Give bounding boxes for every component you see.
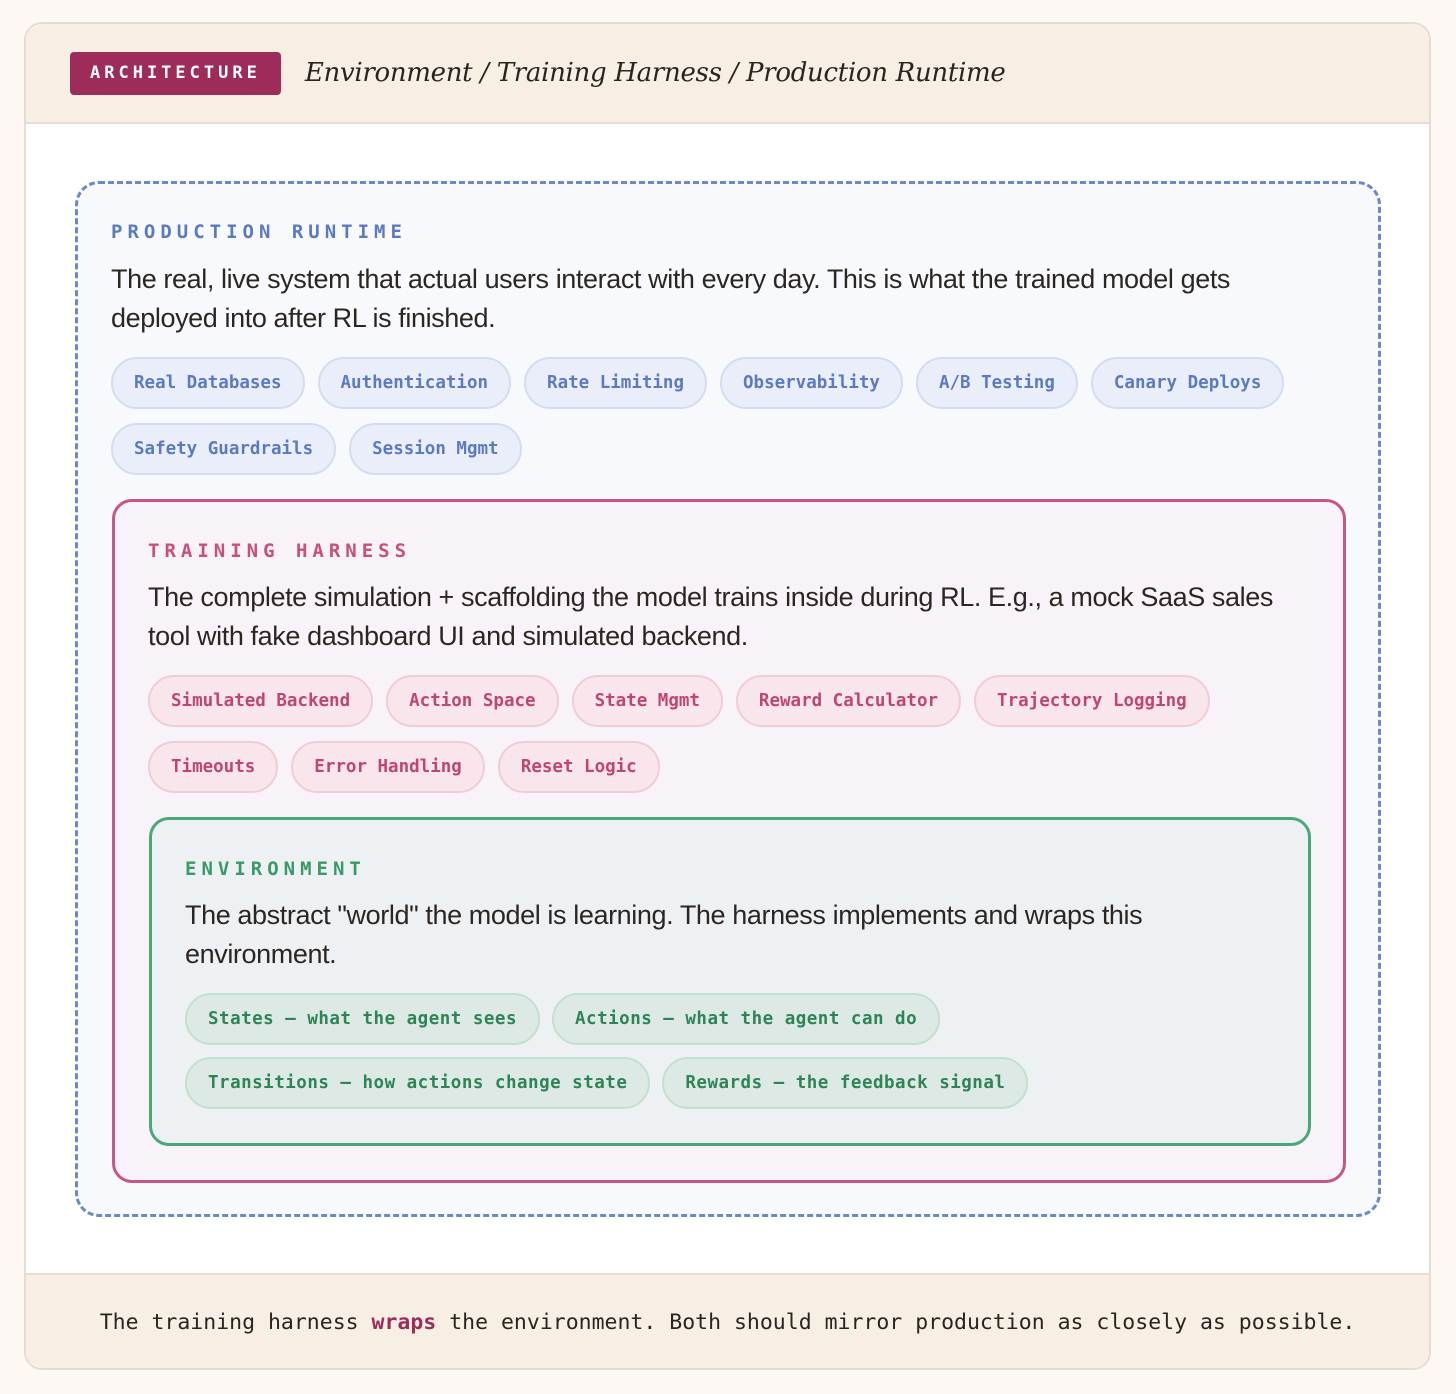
footer-text-before: The training harness [99, 1310, 372, 1335]
tag-rewards: Rewards — the feedback signal [662, 1057, 1028, 1109]
environment-box [149, 817, 1311, 1146]
training-harness-tags [148, 675, 1318, 793]
production-runtime-description: The real, live system that actual users interact with every day. This is what the trained model gets deployed into after RL is finished. [111, 264, 1231, 333]
header-title: Environment / Training Harness / Production Runtime [304, 58, 1006, 88]
tag-canary-deploys: Canary Deploys [1091, 357, 1285, 409]
tag-error-handling: Error Handling [291, 741, 485, 793]
tag-authentication: Authentication [318, 357, 512, 409]
architecture-badge: ARCHITECTURE [70, 52, 281, 95]
production-runtime-box [75, 181, 1381, 1217]
tag-ab-testing: A/B Testing [916, 357, 1078, 409]
environment-label: ENVIRONMENT [185, 858, 366, 880]
tag-safety-guardrails: Safety Guardrails [111, 423, 336, 475]
footer-text-after: the environment. Both should mirror production as closely as possible. [436, 1310, 1356, 1335]
tag-actions: Actions — what the agent can do [552, 993, 940, 1045]
footer-note [26, 1273, 1429, 1370]
tag-trajectory-logging: Trajectory Logging [974, 675, 1210, 727]
footer-emphasis: wraps [371, 1310, 437, 1335]
tag-reward-calculator: Reward Calculator [736, 675, 961, 727]
environment-description: The abstract "world" the model is learning. The harness implements and wraps this environment. [185, 900, 1143, 969]
production-runtime-tags [111, 357, 1371, 475]
training-harness-description: The complete simulation + scaffolding the model trains inside during RL. E.g., a mock SaaS sales tool with fake dashboard UI and simulated backend. [148, 582, 1273, 651]
tag-session-mgmt: Session Mgmt [349, 423, 521, 475]
tag-timeouts: Timeouts [148, 741, 278, 793]
tag-states: States — what the agent sees [185, 993, 540, 1045]
tag-real-databases: Real Databases [111, 357, 305, 409]
training-harness-label: TRAINING HARNESS [148, 540, 412, 562]
tag-transitions: Transitions — how actions change state [185, 1057, 650, 1109]
tag-observability: Observability [720, 357, 903, 409]
environment-tags [185, 993, 1285, 1109]
tag-reset-logic: Reset Logic [498, 741, 660, 793]
tag-simulated-backend: Simulated Backend [148, 675, 373, 727]
tag-action-space: Action Space [386, 675, 558, 727]
training-harness-box [112, 499, 1346, 1183]
card-header [26, 24, 1429, 124]
production-runtime-label: PRODUCTION RUNTIME [111, 221, 407, 243]
architecture-card [24, 22, 1431, 1370]
tag-rate-limiting: Rate Limiting [524, 357, 707, 409]
tag-state-mgmt: State Mgmt [572, 675, 723, 727]
